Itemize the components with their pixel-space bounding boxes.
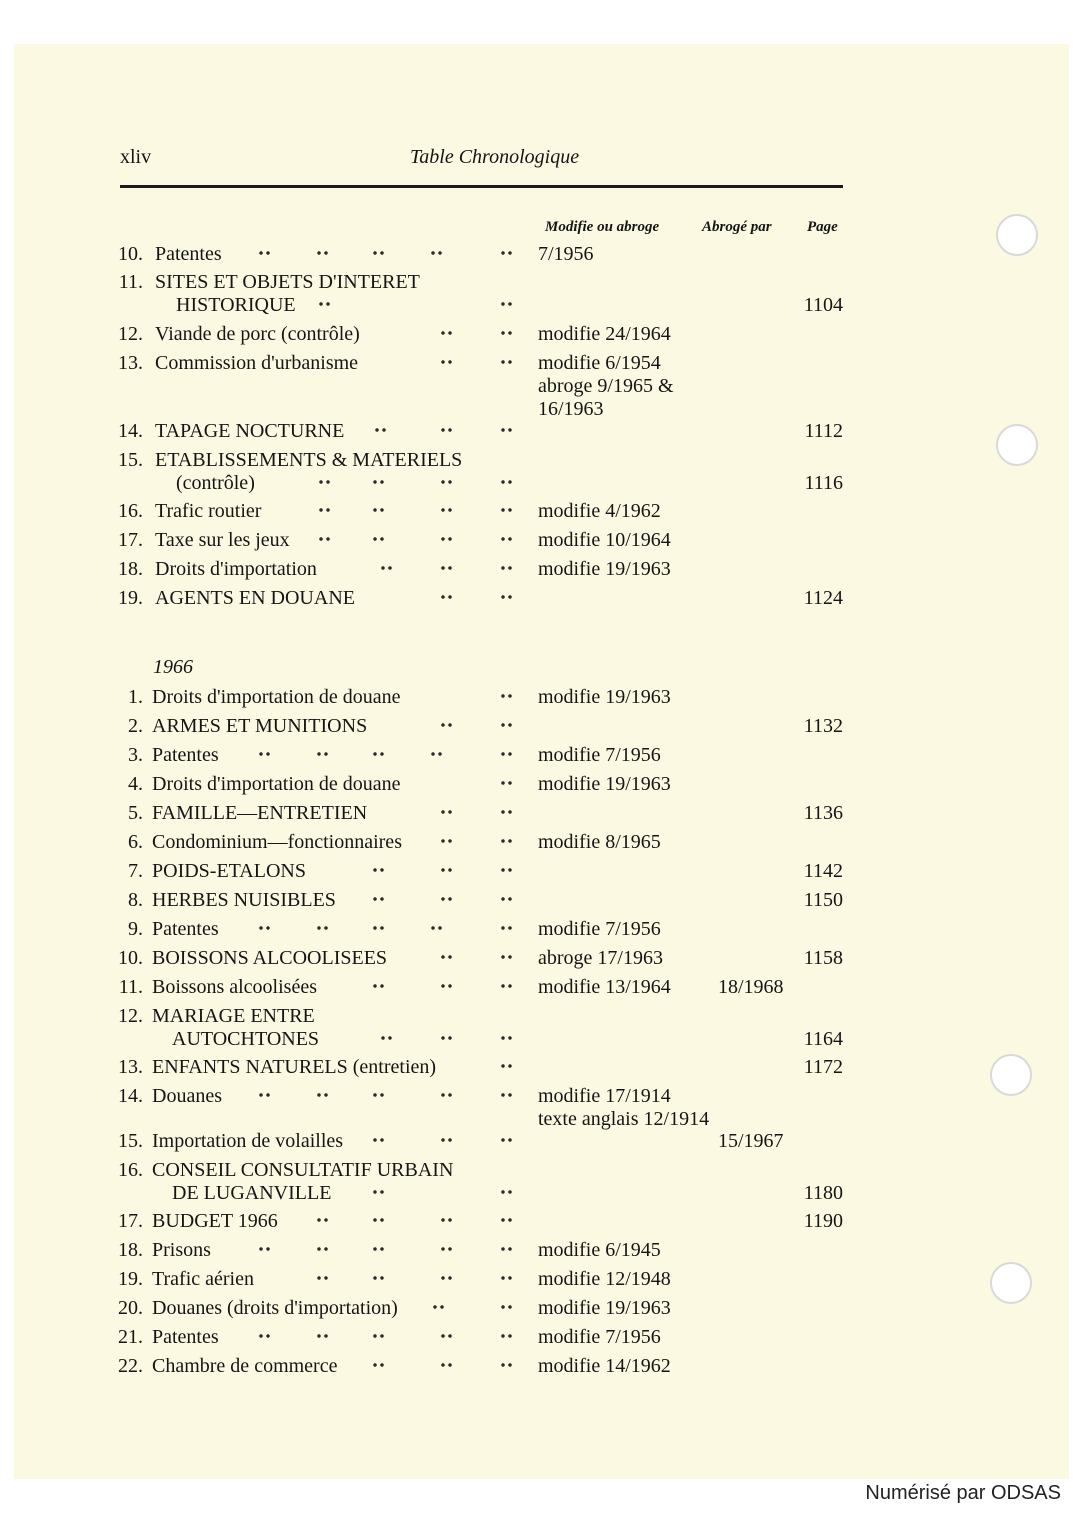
entry-title: Patentes	[155, 243, 222, 265]
entry-title: Viande de porc (contrôle)	[155, 323, 360, 345]
entry-page: 1190	[803, 1210, 843, 1232]
entry-page: 1116	[804, 472, 843, 494]
entry-page: 1112	[804, 420, 843, 442]
entry-number: 7.	[128, 860, 143, 882]
entry-number: 5.	[128, 802, 143, 824]
entry-modifie: modifie 19/1963	[538, 558, 671, 580]
entry-number: 20.	[118, 1297, 143, 1319]
entry-modifie: modifie 24/1964	[538, 323, 671, 345]
entry-title: Prisons	[152, 1239, 211, 1261]
entry-title: Commission d'urbanisme	[155, 352, 359, 374]
binder-hole	[996, 214, 1038, 256]
entry-number: 15.	[118, 449, 143, 471]
entry-number: 14.	[118, 1085, 143, 1107]
entry-number: 8.	[128, 889, 143, 911]
entry-title: HERBES NUISIBLES	[152, 889, 336, 911]
entry-title-continuation: AUTOCHTONES	[172, 1028, 320, 1050]
entry-modifie: modifie 8/1965	[538, 831, 661, 853]
entry-title: Patentes	[152, 1326, 219, 1348]
entry-title: SITES ET OBJETS D'INTERET	[155, 271, 420, 293]
entry-title: FAMILLE—ENTRETIEN	[152, 802, 368, 824]
entry-number: 21.	[118, 1326, 143, 1348]
entry-number: 9.	[128, 918, 143, 940]
entry-modifie: modifie 7/1956	[538, 918, 661, 940]
entry-modifie: modifie 6/1945	[538, 1239, 661, 1261]
entry-number: 12.	[118, 323, 143, 345]
page-title: Table Chronologique	[410, 146, 580, 168]
entry-modifie: modifie 17/1914 texte anglais 12/1914	[538, 1085, 710, 1130]
entry-title: ARMES ET MUNITIONS	[152, 715, 368, 737]
running-head	[0, 146, 1073, 176]
column-header-modifie: Modifie ou abroge	[545, 219, 660, 235]
column-header-abroge-par: Abrogé par	[702, 219, 772, 235]
page-folio: xliv	[120, 146, 152, 168]
entry-title: Douanes (droits d'importation)	[152, 1297, 398, 1319]
entry-page: 1124	[803, 587, 843, 609]
entry-title-continuation: HISTORIQUE	[176, 294, 296, 316]
entry-number: 16.	[118, 1159, 143, 1181]
header-rule	[120, 185, 843, 188]
entry-title: TAPAGE NOCTURNE	[155, 420, 345, 442]
binder-hole	[990, 1262, 1032, 1304]
entry-title: Trafic routier	[155, 500, 262, 522]
entry-number: 13.	[118, 352, 143, 374]
entry-number: 19.	[118, 1268, 143, 1290]
entry-number: 6.	[128, 831, 143, 853]
entry-page: 1164	[803, 1028, 843, 1050]
entry-title: Taxe sur les jeux	[155, 529, 290, 551]
entry-modifie: modifie 13/1964	[538, 976, 671, 998]
entry-number: 11.	[118, 976, 143, 998]
entry-title: Importation de volailles	[152, 1130, 344, 1152]
entry-number: 4.	[128, 773, 143, 795]
entry-number: 22.	[118, 1355, 143, 1377]
entry-number: 19.	[118, 587, 143, 609]
entry-modifie: modifie 19/1963	[538, 773, 671, 795]
entry-title: Patentes	[152, 744, 219, 766]
entry-number: 3.	[128, 744, 143, 766]
entry-modifie: modifie 12/1948	[538, 1268, 671, 1290]
entry-title: Chambre de commerce	[152, 1355, 338, 1377]
entry-title: POIDS-ETALONS	[152, 860, 306, 882]
entry-modifie: 7/1956	[538, 243, 594, 265]
entry-page: 1158	[803, 947, 843, 969]
entry-modifie: abroge 17/1963	[538, 947, 663, 969]
entry-title: Droits d'importation de douane	[152, 686, 401, 708]
entry-number: 14.	[118, 420, 143, 442]
entry-modifie: modifie 19/1963	[538, 1297, 671, 1319]
entry-title: Condominium—fonctionnaires	[152, 831, 402, 853]
entry-number: 16.	[118, 500, 143, 522]
entry-number: 1.	[128, 686, 143, 708]
entry-modifie: modifie 14/1962	[538, 1355, 671, 1377]
entry-modifie: modifie 6/1954 abroge 9/1965 & 16/1963	[538, 352, 674, 420]
entry-title: Patentes	[152, 918, 219, 940]
entry-title: CONSEIL CONSULTATIF URBAIN	[152, 1159, 454, 1181]
year-heading-1966: 1966	[153, 656, 193, 678]
entry-modifie: modifie 7/1956	[538, 744, 661, 766]
entry-title: BOISSONS ALCOOLISEES	[152, 947, 388, 969]
entry-number: 11.	[118, 271, 143, 293]
entry-title: BUDGET 1966	[152, 1210, 278, 1232]
entry-page: 1132	[803, 715, 843, 737]
entry-number: 17.	[118, 529, 143, 551]
entry-title: Douanes	[152, 1085, 222, 1107]
binder-hole	[990, 1054, 1032, 1096]
entry-title: ENFANTS NATURELS (entretien)	[152, 1056, 437, 1078]
entry-page: 1172	[803, 1056, 843, 1078]
entry-page: 1150	[803, 889, 843, 911]
entry-title: Droits d'importation de douane	[152, 773, 401, 795]
entry-modifie: modifie 19/1963	[538, 686, 671, 708]
entry-number: 10.	[118, 243, 143, 265]
entry-title: Droits d'importation	[155, 558, 317, 580]
entry-modifie: modifie 7/1956	[538, 1326, 661, 1348]
entry-page: 1142	[803, 860, 843, 882]
entry-title: Trafic aérien	[152, 1268, 254, 1290]
entry-title: ETABLISSEMENTS & MATERIELS	[155, 449, 463, 471]
entry-number: 13.	[118, 1056, 143, 1078]
entry-title-continuation: (contrôle)	[176, 472, 255, 494]
digitization-watermark: Numérisé par ODSAS	[865, 1482, 1061, 1504]
entry-abroge-par: 18/1968	[718, 976, 784, 998]
entry-abroge-par: 15/1967	[718, 1130, 784, 1152]
column-header-page: Page	[807, 219, 838, 235]
binder-hole	[996, 424, 1038, 466]
entry-title: Boissons alcoolisées	[152, 976, 317, 998]
entry-number: 18.	[118, 1239, 143, 1261]
entry-number: 18.	[118, 558, 143, 580]
entry-number: 17.	[118, 1210, 143, 1232]
entry-modifie: modifie 4/1962	[538, 500, 661, 522]
entry-number: 12.	[118, 1005, 143, 1027]
entry-number: 2.	[128, 715, 143, 737]
entry-page: 1136	[803, 802, 843, 824]
entry-page: 1180	[803, 1182, 843, 1204]
entry-modifie: modifie 10/1964	[538, 529, 671, 551]
entry-title-continuation: DE LUGANVILLE	[172, 1182, 332, 1204]
entry-title: MARIAGE ENTRE	[152, 1005, 315, 1027]
entry-number: 15.	[118, 1130, 143, 1152]
entry-title: AGENTS EN DOUANE	[155, 587, 355, 609]
entry-number: 10.	[118, 947, 143, 969]
entry-page: 1104	[803, 294, 843, 316]
